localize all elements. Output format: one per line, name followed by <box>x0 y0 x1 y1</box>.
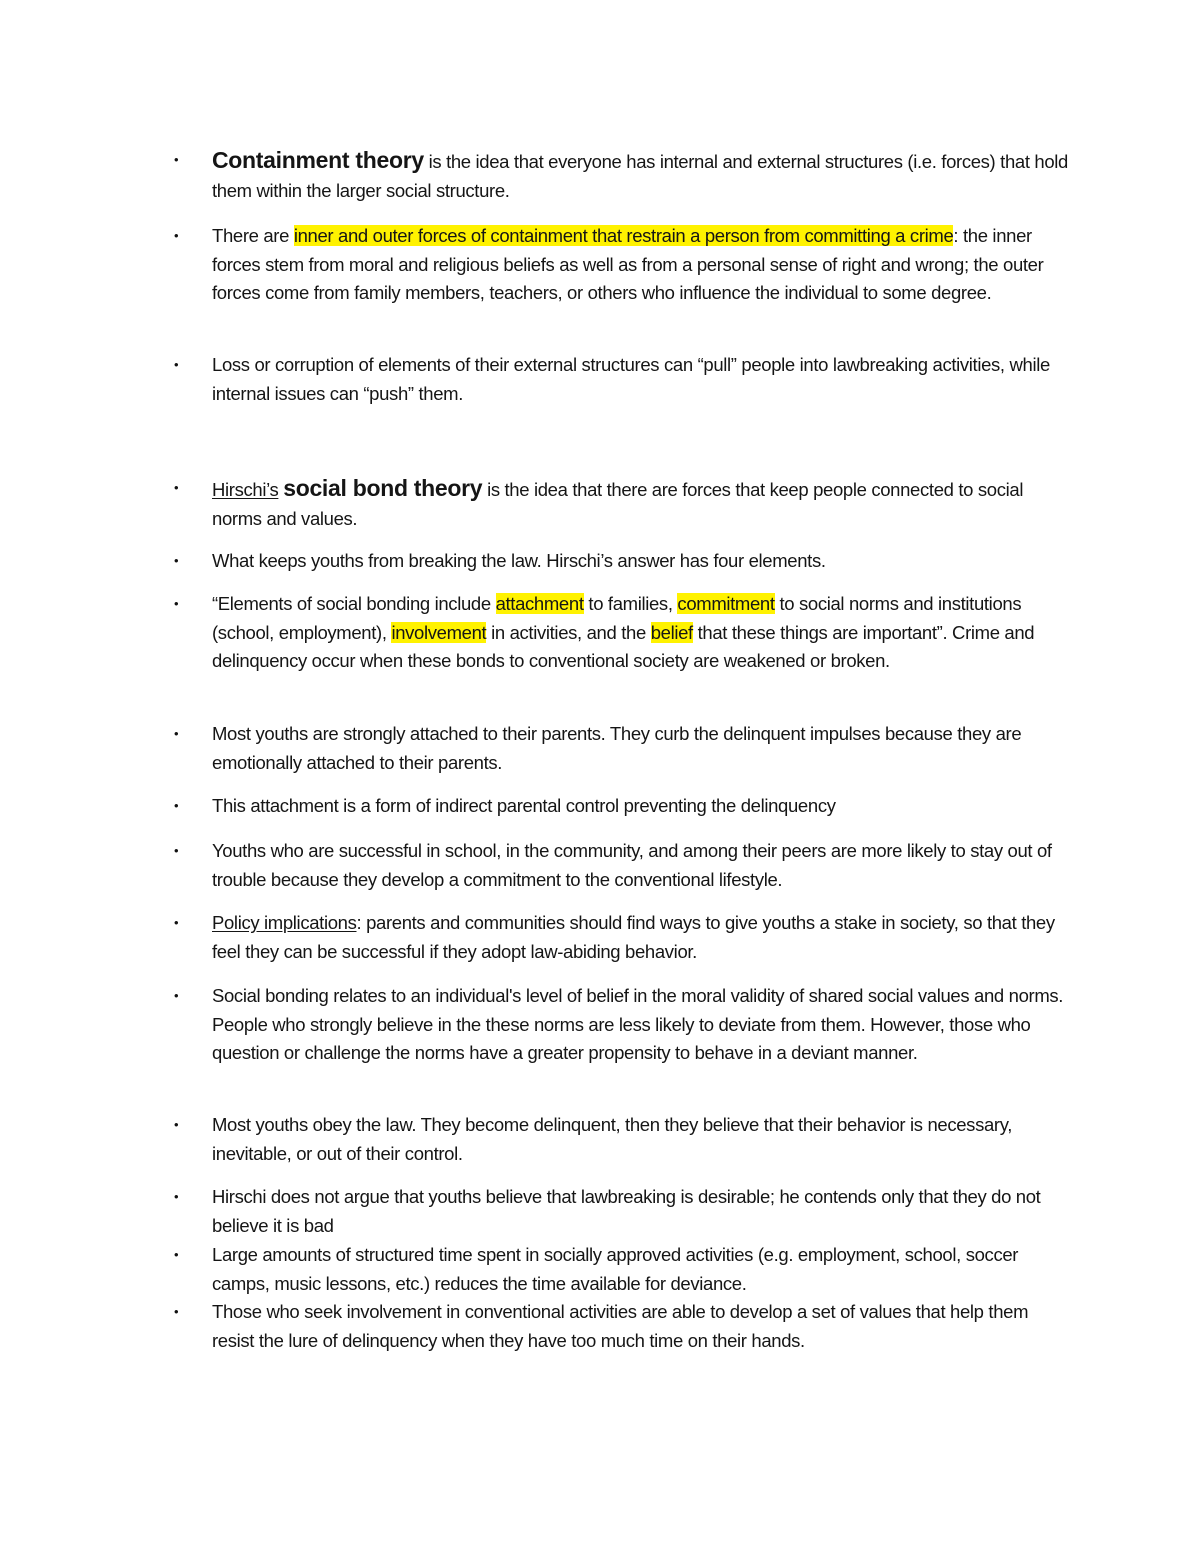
list-item <box>174 982 1072 1068</box>
item-text: This attachment is a form of indirect parental control preventing the delinquency <box>212 795 836 816</box>
item-text: There are <box>212 225 294 246</box>
item-text: “Elements of social bonding include <box>212 593 496 614</box>
list-item <box>174 474 1072 533</box>
item-text: Hirschi does not argue that youths believe that lawbreaking is desirable; he contends only that they do not believe it is bad <box>212 1186 1041 1236</box>
item-text: : parents and communities should find ways to give youths a stake in society, so that they feel they can be successful if they adopt law-abiding behavior. <box>212 912 1055 962</box>
list-item <box>174 590 1072 676</box>
bullet-marker: • <box>174 843 179 858</box>
bullet-marker: • <box>174 152 179 167</box>
item-text: Those who seek involvement in conventional activities are able to develop a set of values that help them resist the lure of delinquency when they have too much time on their hands. <box>212 1301 1029 1351</box>
highlighted-text: involvement <box>391 621 487 643</box>
list-item <box>174 1298 1072 1355</box>
item-text: Youths who are successful in school, in the community, and among their peers are more likely to stay out of trouble because they develop a commitment to the conventional lifestyle. <box>212 840 1052 890</box>
bullet-marker: • <box>174 988 179 1003</box>
list-item <box>174 1241 1072 1298</box>
underlined-text: Hirschi’s <box>212 479 279 500</box>
bullet-marker: • <box>174 1247 179 1262</box>
bullet-marker: • <box>174 1189 179 1204</box>
item-text: in activities, and the <box>486 621 651 643</box>
list-item <box>174 351 1072 408</box>
list-item <box>174 909 1072 966</box>
underlined-text: Policy implications <box>212 912 357 933</box>
item-text: Most youths obey the law. They become delinquent, then they believe that their behavior is necessary, inevitable, or out of their control. <box>212 1114 1013 1164</box>
bullet-marker: • <box>174 480 179 495</box>
item-text: that these things are important”. Crime and delinquency occur when these bonds to conventional society are weakened or broken. <box>212 621 1035 672</box>
bullet-marker: • <box>174 798 179 813</box>
bullet-marker: • <box>174 915 179 930</box>
bullet-marker: • <box>174 726 179 741</box>
item-text: is the idea that there are forces that keep people connected to social norms and values. <box>212 479 1024 529</box>
bullet-marker: • <box>174 228 179 243</box>
bullet-marker: • <box>174 596 179 611</box>
key-term: social bond theory <box>283 475 483 501</box>
highlighted-text: inner and outer forces of containment that restrain a person from committing a crime <box>293 225 954 246</box>
list-item <box>174 547 1072 576</box>
item-text: to social norms and institutions (school, employment), <box>212 593 1022 643</box>
list-item <box>174 146 1072 205</box>
item-text: What keeps youths from breaking the law. Hirschi’s answer has four elements. <box>212 550 826 571</box>
key-term: Containment theory <box>212 147 424 173</box>
item-text: to families, <box>583 593 678 614</box>
list-item <box>174 837 1072 894</box>
highlighted-text: commitment <box>677 593 775 614</box>
bullet-marker: • <box>174 1117 179 1132</box>
item-text: Most youths are strongly attached to their parents. They curb the delinquent impulses because they are emotionally attached to their parents. <box>212 723 1022 773</box>
list-item <box>174 222 1072 308</box>
list-item <box>174 720 1072 777</box>
item-text: Large amounts of structured time spent in socially approved activities (e.g. employment, school, soccer camps, music lessons, etc.) reduces the time available for deviance. <box>212 1244 1019 1294</box>
bullet-marker: • <box>174 357 179 372</box>
item-text: Social bonding relates to an individual's level of belief in the moral validity of shared social values and norms. People who strongly believe in the these norms are less likely to deviate from them. However, those who question or challenge the norms have a greater propensity to behave in a deviant manner. <box>212 985 1064 1064</box>
item-text: is the idea that everyone has internal and external structures (i.e. forces) that hold them within the larger social structure. <box>212 151 1068 201</box>
list-item <box>174 1183 1072 1240</box>
item-text: : the inner forces stem from moral and religious beliefs as well as from a personal sense of right and wrong; the outer forces come from family members, teachers, or others who influence the individual to some degree. <box>212 225 1044 304</box>
list-item <box>174 1111 1072 1168</box>
highlighted-text: attachment <box>495 593 584 614</box>
bullet-marker: • <box>174 1304 179 1319</box>
item-text: Loss or corruption of elements of their external structures can “pull” people into lawbreaking activities, while internal issues can “push” them. <box>212 354 1050 404</box>
highlighted-text: belief <box>650 621 693 643</box>
list-item <box>174 792 1072 821</box>
bullet-marker: • <box>174 553 179 568</box>
